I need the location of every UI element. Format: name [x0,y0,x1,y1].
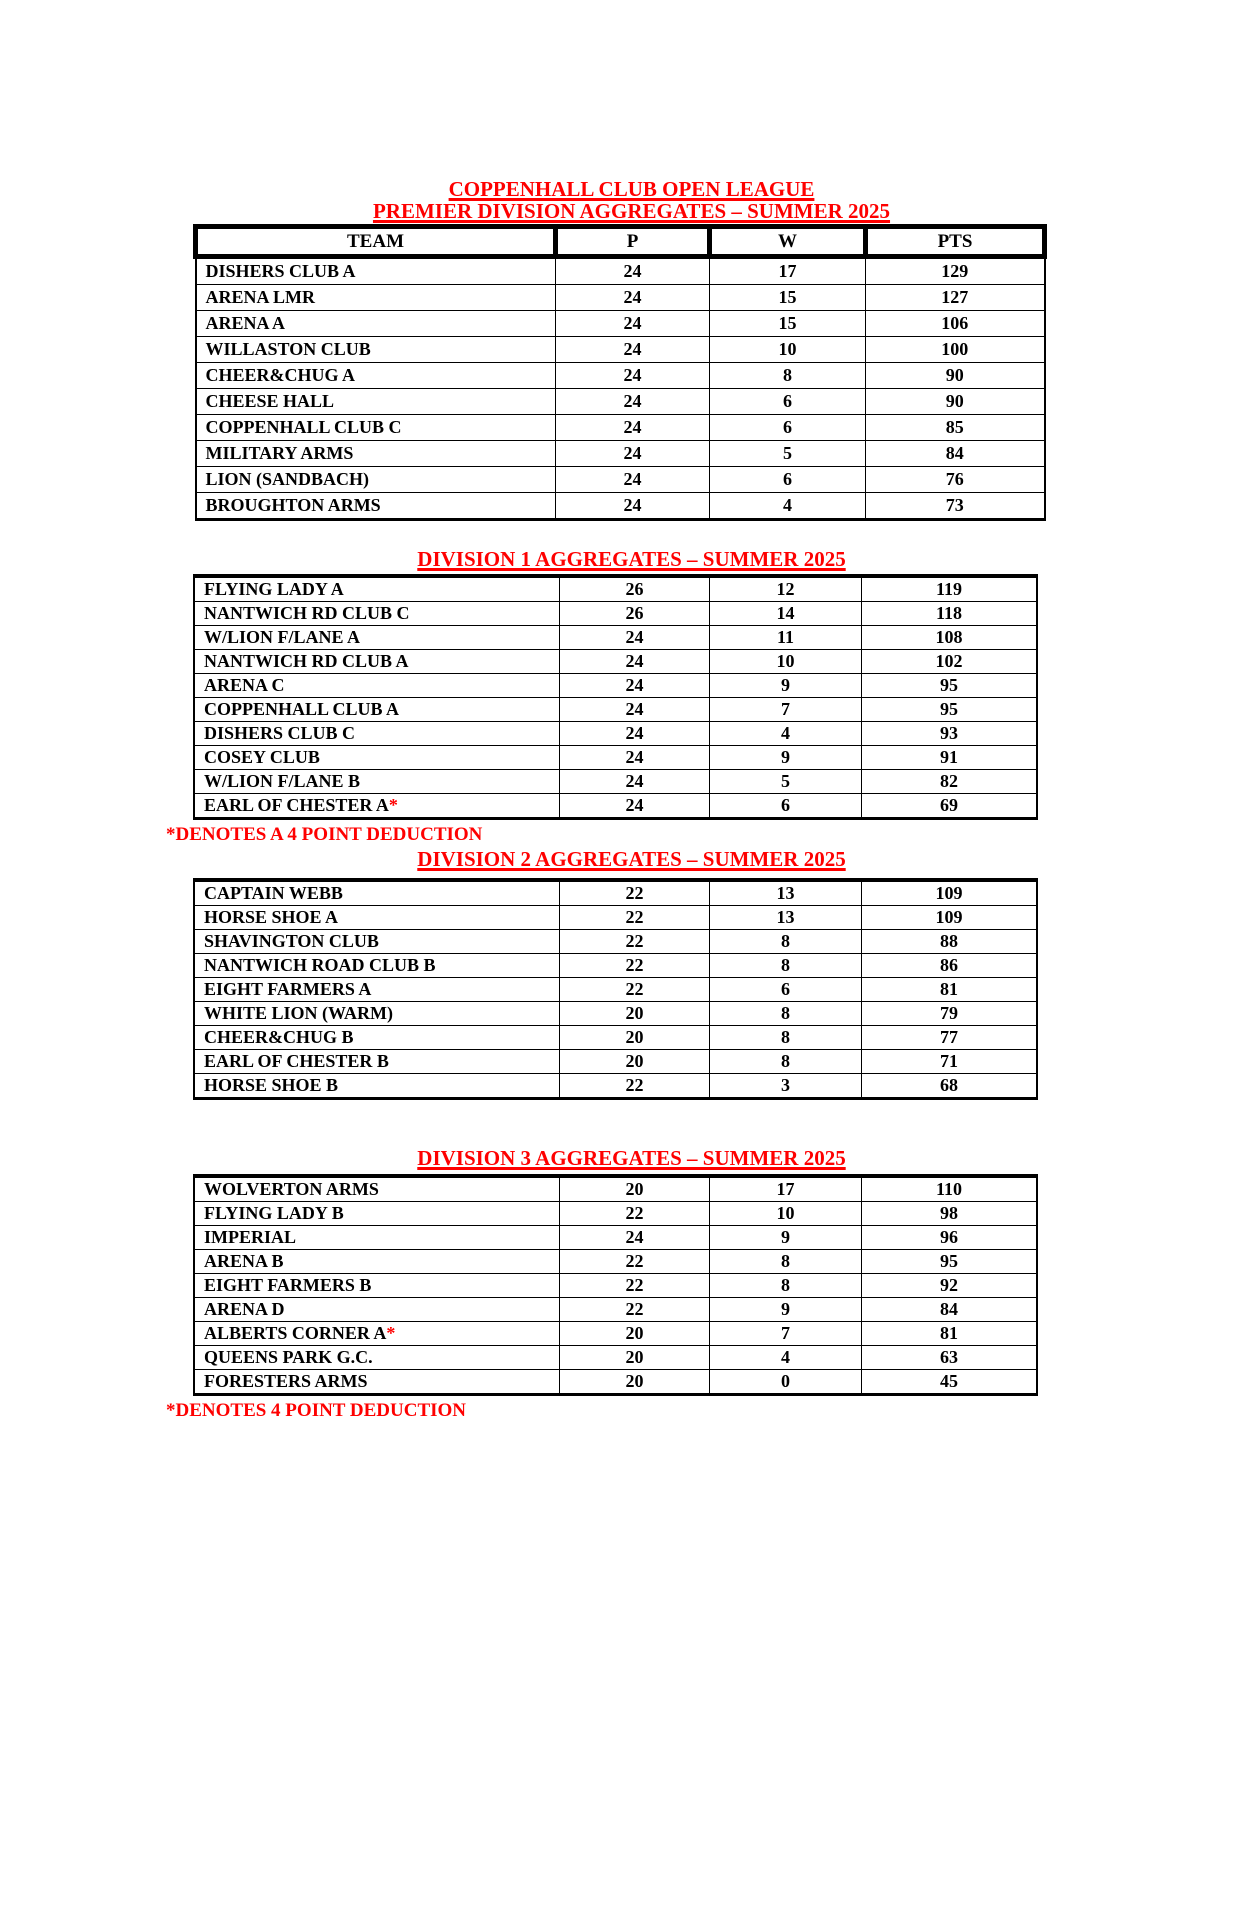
team-row [196,493,1045,520]
team-name-cell: LION (SANDBACH) [196,467,556,493]
team-name-cell: EIGHT FARMERS A [194,978,560,1002]
played-cell: 24 [560,674,710,698]
wins-cell: 9 [710,674,862,698]
team-name-cell: ARENA A [196,311,556,337]
points-cell: 90 [866,389,1045,415]
team-name-cell: W/LION F/LANE B [194,770,560,794]
team-row [194,1370,1037,1395]
played-cell: 22 [560,978,710,1002]
team-row [194,978,1037,1002]
played-cell: 22 [560,954,710,978]
team-name-cell: HORSE SHOE B [194,1074,560,1099]
points-cell: 79 [862,1002,1038,1026]
played-cell: 22 [560,1074,710,1099]
premier-header-row [196,227,1045,257]
team-name-cell: FLYING LADY B [194,1202,560,1226]
deduction-note: *DENOTES A 4 POINT DEDUCTION [166,824,483,845]
played-cell: 24 [556,363,710,389]
played-cell: 24 [556,441,710,467]
team-name-cell: CHEER&CHUG B [194,1026,560,1050]
division-sections [166,548,1070,1421]
points-cell: 98 [862,1202,1038,1226]
team-row [194,626,1037,650]
team-name-cell: NANTWICH RD CLUB A [194,650,560,674]
wins-cell: 4 [710,1346,862,1370]
wins-cell: 13 [710,880,862,906]
points-cell: 100 [866,337,1045,363]
played-cell: 24 [560,650,710,674]
played-cell: 24 [556,493,710,520]
points-cell: 127 [866,285,1045,311]
wins-cell: 10 [710,650,862,674]
team-row [194,1346,1037,1370]
team-row [194,722,1037,746]
deduction-star: * [386,1323,396,1343]
division-table [193,878,1038,1100]
team-name-cell: ARENA LMR [196,285,556,311]
league-title [193,178,1070,200]
points-cell: 91 [862,746,1038,770]
team-row [196,389,1045,415]
team-name-cell: COSEY CLUB [194,746,560,770]
wins-cell: 4 [710,722,862,746]
wins-cell: 13 [710,906,862,930]
played-cell: 26 [560,576,710,602]
wins-cell: 7 [710,1322,862,1346]
points-cell: 95 [862,698,1038,722]
played-cell: 22 [560,880,710,906]
team-row [194,1074,1037,1099]
played-cell: 20 [560,1322,710,1346]
team-row [194,1002,1037,1026]
wins-cell: 8 [710,954,862,978]
team-row [194,1298,1037,1322]
wins-cell: 9 [710,746,862,770]
wins-cell: 3 [710,1074,862,1099]
wins-cell: 6 [710,467,866,493]
played-cell: 20 [560,1370,710,1395]
wins-cell: 4 [710,493,866,520]
column-header-w: W [710,227,866,257]
team-name-cell: EIGHT FARMERS B [194,1274,560,1298]
points-cell: 73 [866,493,1045,520]
points-cell: 85 [866,415,1045,441]
premier-division-heading [193,200,1070,222]
wins-cell: 8 [710,1002,862,1026]
played-cell: 20 [560,1176,710,1202]
premier-division-heading-text: PREMIER DIVISION AGGREGATES – SUMMER 2025 [372,199,891,223]
wins-cell: 17 [710,1176,862,1202]
deduction-star: * [388,795,398,815]
points-cell: 92 [862,1274,1038,1298]
wins-cell: 11 [710,626,862,650]
deduction-note: *DENOTES 4 POINT DEDUCTION [166,1400,467,1421]
points-cell: 76 [866,467,1045,493]
wins-cell: 5 [710,770,862,794]
division-heading-text: DIVISION 1 AGGREGATES – SUMMER 2025 [417,547,846,571]
division-heading-text: DIVISION 2 AGGREGATES – SUMMER 2025 [417,847,846,871]
points-cell: 88 [862,930,1038,954]
team-row [194,674,1037,698]
wins-cell: 12 [710,576,862,602]
team-name-cell: WILLASTON CLUB [196,337,556,363]
premier-division-table [193,224,1047,521]
division-table [193,1174,1038,1396]
points-cell: 63 [862,1346,1038,1370]
team-row [194,794,1037,819]
team-row [194,1226,1037,1250]
points-cell: 81 [862,1322,1038,1346]
points-cell: 119 [862,576,1038,602]
played-cell: 24 [556,337,710,363]
column-header-pts: PTS [866,227,1045,257]
team-name-cell: CAPTAIN WEBB [194,880,560,906]
division-heading [193,1147,1070,1169]
wins-cell: 8 [710,363,866,389]
team-row [196,467,1045,493]
played-cell: 20 [560,1002,710,1026]
team-name-cell: NANTWICH ROAD CLUB B [194,954,560,978]
played-cell: 26 [560,602,710,626]
played-cell: 20 [560,1050,710,1074]
team-name-cell: QUEENS PARK G.C. [194,1346,560,1370]
team-row [194,746,1037,770]
points-cell: 106 [866,311,1045,337]
team-name-cell: WOLVERTON ARMS [194,1176,560,1202]
team-name-cell: EARL OF CHESTER B [194,1050,560,1074]
played-cell: 24 [560,698,710,722]
team-name-cell: EARL OF CHESTER A* [194,794,560,819]
played-cell: 22 [560,906,710,930]
team-row [194,880,1037,906]
team-name-cell: ARENA B [194,1250,560,1274]
wins-cell: 8 [710,1050,862,1074]
played-cell: 24 [556,257,710,285]
points-cell: 108 [862,626,1038,650]
wins-cell: 14 [710,602,862,626]
wins-cell: 7 [710,698,862,722]
points-cell: 129 [866,257,1045,285]
team-name-cell: W/LION F/LANE A [194,626,560,650]
played-cell: 22 [560,1274,710,1298]
team-row [194,1050,1037,1074]
played-cell: 24 [560,626,710,650]
team-name-cell: MILITARY ARMS [196,441,556,467]
division-table [193,574,1038,820]
team-name-cell: DISHERS CLUB C [194,722,560,746]
team-row [196,257,1045,285]
team-row [194,770,1037,794]
points-cell: 110 [862,1176,1038,1202]
played-cell: 24 [556,285,710,311]
team-row [194,698,1037,722]
team-name-cell: FLYING LADY A [194,576,560,602]
wins-cell: 15 [710,311,866,337]
team-row [196,441,1045,467]
team-row [196,415,1045,441]
points-cell: 109 [862,906,1038,930]
played-cell: 22 [560,1250,710,1274]
played-cell: 24 [560,722,710,746]
points-cell: 86 [862,954,1038,978]
team-row [194,602,1037,626]
points-cell: 90 [866,363,1045,389]
team-row [194,1250,1037,1274]
played-cell: 24 [560,746,710,770]
wins-cell: 0 [710,1370,862,1395]
team-name-cell: SHAVINGTON CLUB [194,930,560,954]
team-name-cell: CHEER&CHUG A [196,363,556,389]
wins-cell: 10 [710,1202,862,1226]
team-name-cell: IMPERIAL [194,1226,560,1250]
points-cell: 96 [862,1226,1038,1250]
team-row [196,285,1045,311]
points-cell: 71 [862,1050,1038,1074]
points-cell: 95 [862,674,1038,698]
played-cell: 24 [560,1226,710,1250]
played-cell: 22 [560,930,710,954]
points-cell: 82 [862,770,1038,794]
played-cell: 24 [556,389,710,415]
wins-cell: 8 [710,1274,862,1298]
team-name-cell: FORESTERS ARMS [194,1370,560,1395]
team-row [196,311,1045,337]
wins-cell: 6 [710,794,862,819]
played-cell: 20 [560,1346,710,1370]
team-name-cell: ARENA C [194,674,560,698]
team-row [194,954,1037,978]
wins-cell: 8 [710,930,862,954]
team-name-cell: BROUGHTON ARMS [196,493,556,520]
team-name-cell: DISHERS CLUB A [196,257,556,285]
played-cell: 24 [556,415,710,441]
team-name-cell: ALBERTS CORNER A* [194,1322,560,1346]
document-page [166,178,1070,1421]
team-name-cell: CHEESE HALL [196,389,556,415]
played-cell: 24 [560,794,710,819]
wins-cell: 17 [710,257,866,285]
team-row [194,930,1037,954]
league-title-text: COPPENHALL CLUB OPEN LEAGUE [448,177,815,201]
division-heading-text: DIVISION 3 AGGREGATES – SUMMER 2025 [417,1146,846,1170]
team-row [194,1026,1037,1050]
points-cell: 45 [862,1370,1038,1395]
team-name-cell: ARENA D [194,1298,560,1322]
points-cell: 118 [862,602,1038,626]
column-header-team: TEAM [196,227,556,257]
wins-cell: 9 [710,1298,862,1322]
played-cell: 22 [560,1202,710,1226]
points-cell: 84 [866,441,1045,467]
team-name-cell: HORSE SHOE A [194,906,560,930]
team-row [194,1176,1037,1202]
team-row [194,906,1037,930]
wins-cell: 9 [710,1226,862,1250]
wins-cell: 6 [710,415,866,441]
points-cell: 81 [862,978,1038,1002]
points-cell: 93 [862,722,1038,746]
points-cell: 84 [862,1298,1038,1322]
played-cell: 24 [560,770,710,794]
division-heading [193,548,1070,570]
played-cell: 20 [560,1026,710,1050]
wins-cell: 8 [710,1026,862,1050]
team-row [196,337,1045,363]
column-header-p: P [556,227,710,257]
points-cell: 95 [862,1250,1038,1274]
played-cell: 24 [556,467,710,493]
wins-cell: 6 [710,978,862,1002]
team-row [194,1274,1037,1298]
team-name-cell: COPPENHALL CLUB C [196,415,556,441]
team-name-cell: WHITE LION (WARM) [194,1002,560,1026]
team-row [196,363,1045,389]
wins-cell: 10 [710,337,866,363]
team-name-cell: NANTWICH RD CLUB C [194,602,560,626]
played-cell: 22 [560,1298,710,1322]
points-cell: 69 [862,794,1038,819]
points-cell: 109 [862,880,1038,906]
wins-cell: 5 [710,441,866,467]
points-cell: 77 [862,1026,1038,1050]
team-row [194,1322,1037,1346]
team-row [194,1202,1037,1226]
team-row [194,576,1037,602]
wins-cell: 15 [710,285,866,311]
team-name-cell: COPPENHALL CLUB A [194,698,560,722]
points-cell: 68 [862,1074,1038,1099]
wins-cell: 8 [710,1250,862,1274]
wins-cell: 6 [710,389,866,415]
team-row [194,650,1037,674]
division-heading [193,848,1070,870]
points-cell: 102 [862,650,1038,674]
played-cell: 24 [556,311,710,337]
